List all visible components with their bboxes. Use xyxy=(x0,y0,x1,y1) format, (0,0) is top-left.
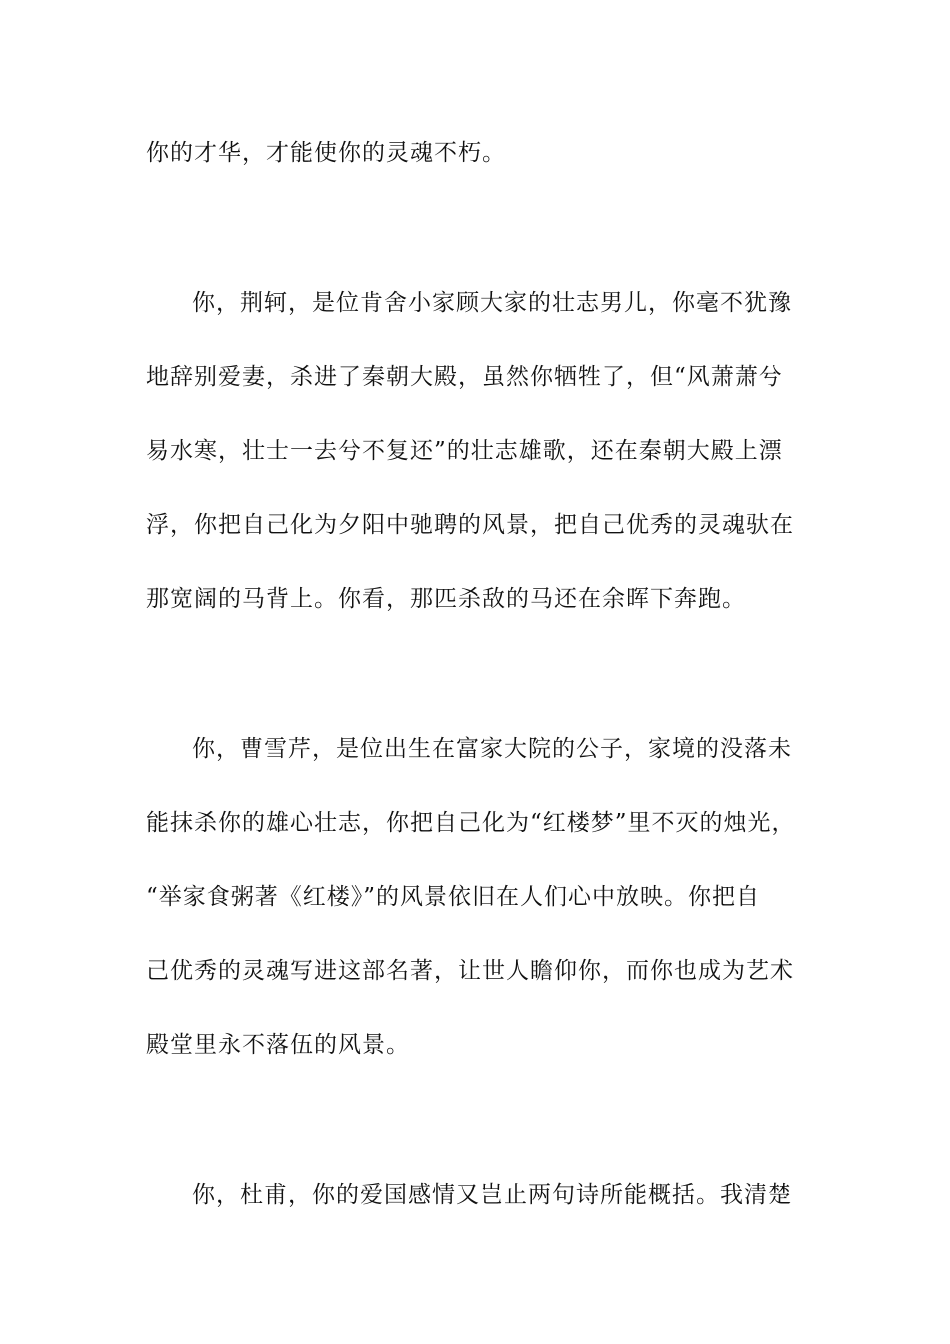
paragraph-2-line-1: 你，荆轲，是位肯舍小家顾大家的壮志男儿，你毫不犹豫 xyxy=(192,290,792,316)
paragraph-3-line-5: 殿堂里永不落伍的风景。 xyxy=(146,1032,410,1058)
paragraph-3-line-2: 能抹杀你的雄心壮志，你把自己化为“红楼梦”里不灭的烛光， xyxy=(146,810,796,836)
paragraph-3-line-1: 你，曹雪芹，是位出生在富家大院的公子，家境的没落未 xyxy=(192,736,792,762)
paragraph-3-line-3: “举家食粥著《红楼》”的风景依旧在人们心中放映。你把自 xyxy=(146,884,761,910)
paragraph-2-line-3: 易水寒，壮士一去兮不复还”的壮志雄歌，还在秦朝大殿上漂 xyxy=(146,438,783,464)
paragraph-2-line-4: 浮，你把自己化为夕阳中驰聘的风景，把自己优秀的灵魂驮在 xyxy=(146,512,794,538)
paragraph-1-line-1: 你的才华，才能使你的灵魂不朽。 xyxy=(146,140,506,166)
paragraph-2-line-2: 地辞别爱妻，杀进了秦朝大殿，虽然你牺牲了，但“风萧萧兮 xyxy=(146,364,783,390)
paragraph-3-line-4: 己优秀的灵魂写进这部名著，让世人瞻仰你，而你也成为艺术 xyxy=(146,958,794,984)
paragraph-2-line-5: 那宽阔的马背上。你看，那匹杀敌的马还在余晖下奔跑。 xyxy=(146,586,746,612)
paragraph-4-line-1: 你，杜甫，你的爱国感情又岂止两句诗所能概括。我清楚 xyxy=(192,1182,792,1208)
